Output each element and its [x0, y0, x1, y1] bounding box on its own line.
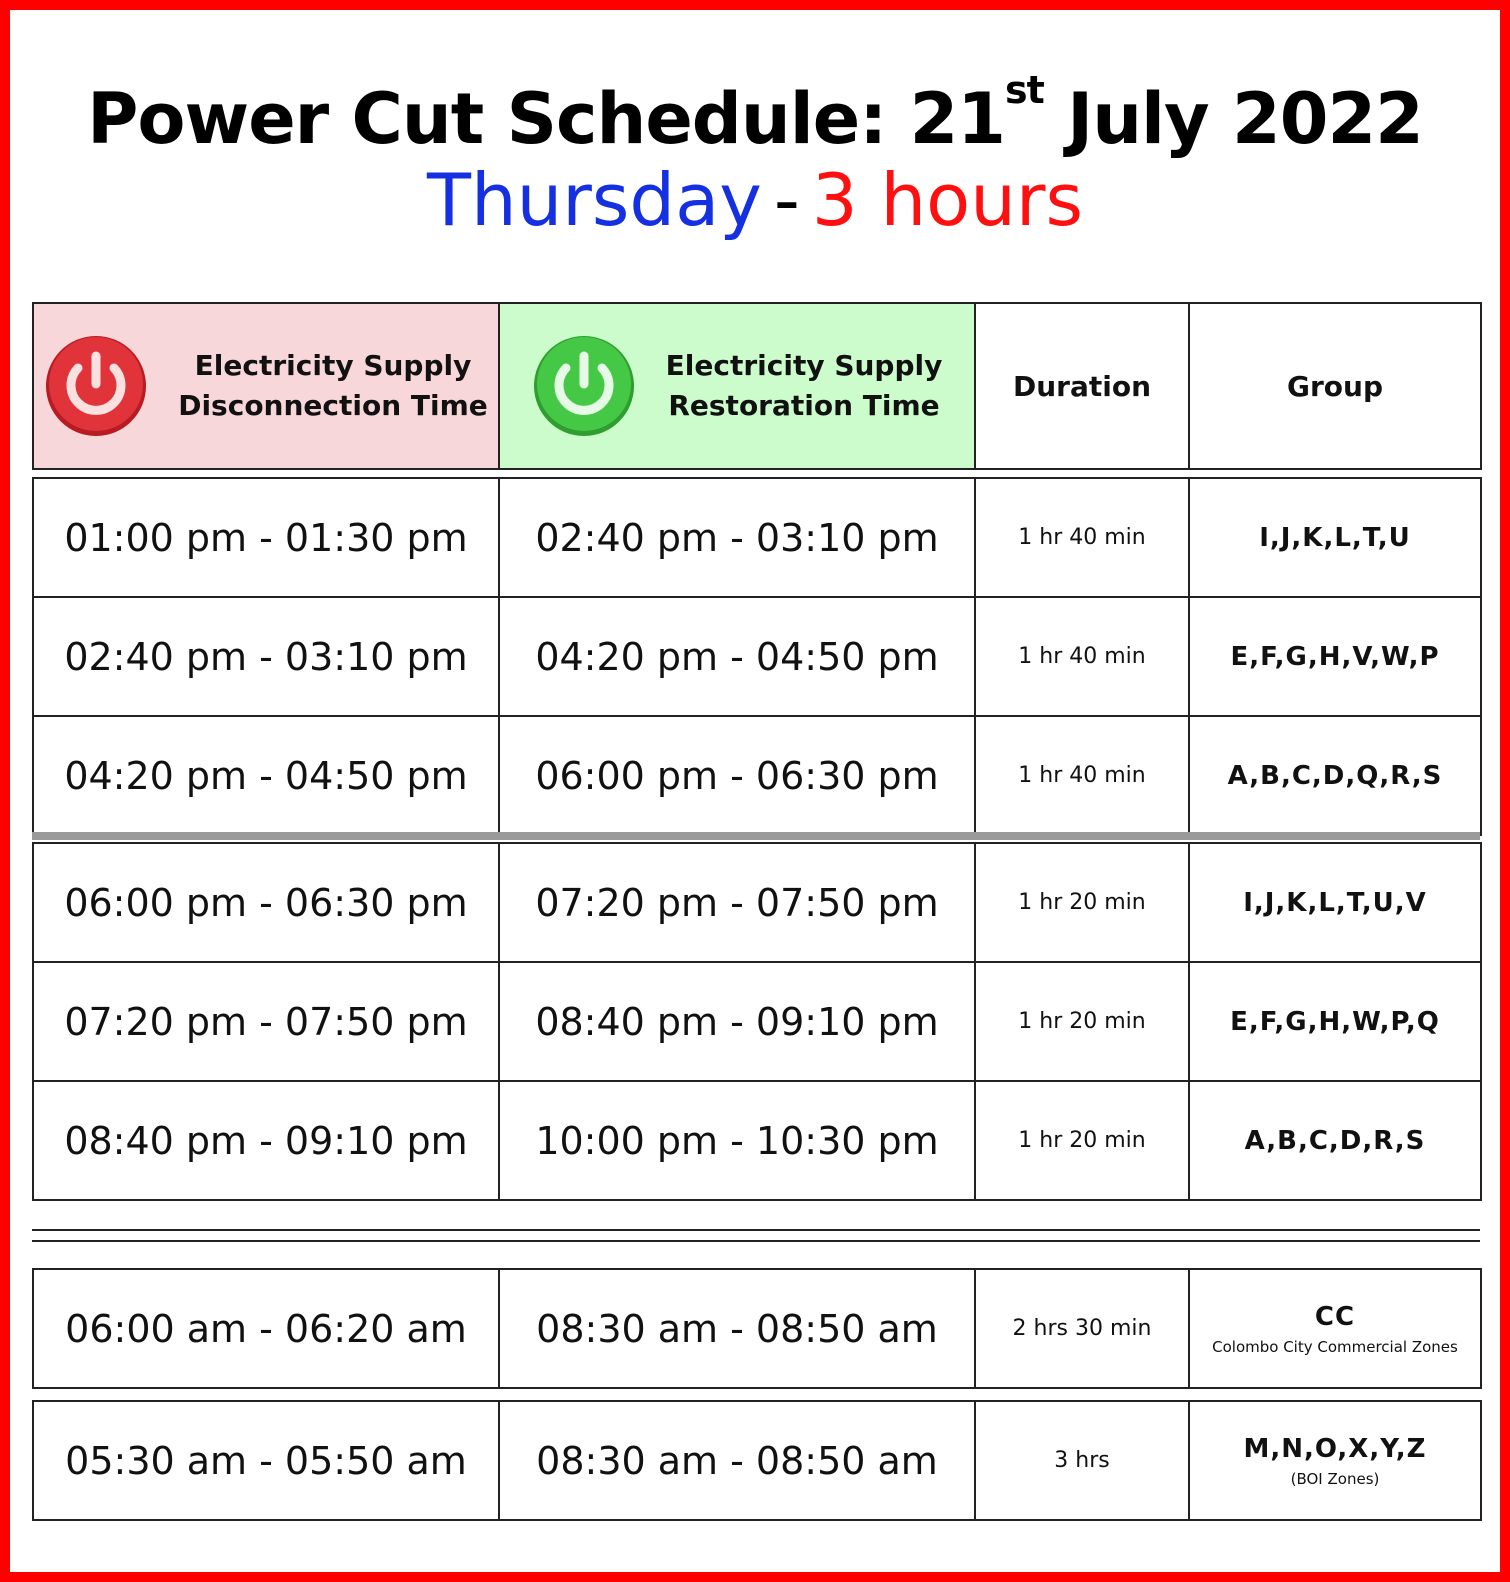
restore-time: 07:20 pm - 07:50 pm — [499, 843, 975, 962]
title-main: Power Cut Schedule: 21 — [87, 78, 1005, 160]
group-note: Colombo City Commercial Zones — [1212, 1337, 1458, 1356]
duration-cell: 1 hr 40 min — [975, 716, 1189, 835]
restore-time: 06:00 pm - 06:30 pm — [499, 716, 975, 835]
table-row — [33, 597, 1481, 716]
disconnect-time: 06:00 pm - 06:30 pm — [33, 843, 499, 962]
group-cell: A,B,C,D,R,S — [1189, 1081, 1481, 1200]
schedule-block-2 — [32, 842, 1482, 1201]
table-row — [33, 1269, 1481, 1388]
disconnect-time: 05:30 am - 05:50 am — [33, 1401, 499, 1520]
power-on-green-icon — [532, 334, 636, 438]
page-title — [0, 68, 1510, 160]
duration-cell: 3 hrs — [975, 1401, 1189, 1520]
duration-cell: 1 hr 20 min — [975, 843, 1189, 962]
group-cell — [1189, 1269, 1481, 1388]
disconnect-time: 01:00 pm - 01:30 pm — [33, 478, 499, 597]
group-cell: E,F,G,H,W,P,Q — [1189, 962, 1481, 1081]
table-row — [33, 1081, 1481, 1200]
subtitle-day: Thursday — [427, 158, 762, 242]
group-name: M,N,O,X,Y,Z — [1243, 1433, 1427, 1464]
page-subtitle — [0, 158, 1510, 242]
restore-time: 08:30 am - 08:50 am — [499, 1269, 975, 1388]
header-restoration-line2: Restoration Time — [668, 389, 940, 422]
header-table — [32, 302, 1482, 470]
group-cell — [1189, 1401, 1481, 1520]
section-divider-bottom — [32, 1240, 1480, 1242]
duration-cell: 1 hr 40 min — [975, 478, 1189, 597]
power-off-red-icon — [44, 334, 148, 438]
disconnect-time: 07:20 pm - 07:50 pm — [33, 962, 499, 1081]
subtitle-hours: 3 hours — [811, 158, 1083, 242]
duration-cell: 1 hr 40 min — [975, 597, 1189, 716]
table-row — [33, 478, 1481, 597]
block-divider — [32, 832, 1480, 840]
restore-time: 04:20 pm - 04:50 pm — [499, 597, 975, 716]
group-cell: I,J,K,L,T,U — [1189, 478, 1481, 597]
schedule-block-1 — [32, 477, 1482, 836]
restore-time: 08:40 pm - 09:10 pm — [499, 962, 975, 1081]
disconnect-time: 04:20 pm - 04:50 pm — [33, 716, 499, 835]
group-cell: I,J,K,L,T,U,V — [1189, 843, 1481, 962]
group-cell: A,B,C,D,Q,R,S — [1189, 716, 1481, 835]
header-divider — [32, 468, 1480, 470]
group-cell: E,F,G,H,V,W,P — [1189, 597, 1481, 716]
disconnect-time: 06:00 am - 06:20 am — [33, 1269, 499, 1388]
table-row — [33, 843, 1481, 962]
header-group: Group — [1189, 303, 1481, 469]
header-restoration — [499, 303, 975, 469]
subtitle-dash: - — [773, 158, 800, 242]
disconnect-time: 08:40 pm - 09:10 pm — [33, 1081, 499, 1200]
restore-time: 08:30 am - 08:50 am — [499, 1401, 975, 1520]
section-divider-top — [32, 1229, 1480, 1231]
header-disconnection-line1: Electricity Supply — [194, 349, 472, 382]
table-row — [33, 962, 1481, 1081]
duration-cell: 2 hrs 30 min — [975, 1269, 1189, 1388]
table-row — [33, 716, 1481, 835]
header-restoration-line1: Electricity Supply — [665, 349, 943, 382]
duration-cell: 1 hr 20 min — [975, 1081, 1189, 1200]
group-name: CC — [1314, 1301, 1356, 1332]
special-row-cc — [32, 1268, 1482, 1389]
header-duration: Duration — [975, 303, 1189, 469]
header-disconnection-line2: Disconnection Time — [178, 389, 488, 422]
restore-time: 10:00 pm - 10:30 pm — [499, 1081, 975, 1200]
restore-time: 02:40 pm - 03:10 pm — [499, 478, 975, 597]
title-rest: July 2022 — [1043, 78, 1423, 160]
title-ordinal: st — [1005, 68, 1044, 112]
duration-cell: 1 hr 20 min — [975, 962, 1189, 1081]
disconnect-time: 02:40 pm - 03:10 pm — [33, 597, 499, 716]
group-note: (BOI Zones) — [1290, 1469, 1380, 1488]
table-row — [33, 1401, 1481, 1520]
special-row-boi — [32, 1400, 1482, 1521]
header-disconnection — [33, 303, 499, 469]
